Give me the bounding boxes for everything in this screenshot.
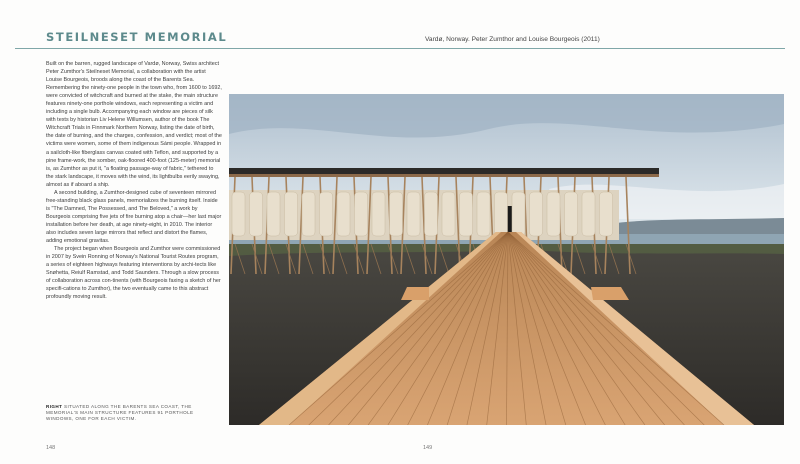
canvas-panel [320,192,333,236]
memorial-photo-illustration [229,94,784,425]
memorial-photo [229,94,784,425]
canvas-panel [530,192,543,236]
canvas-panel [355,192,368,236]
canvas-panel [442,192,455,236]
page-number-left: 148 [46,445,56,451]
canvas-panel [460,192,473,236]
body-paragraph-2: A second building, a Zumthor-designed cube of seventeen mirrored free-standing black glass panels, memorializes the burning itself. Inside is "The Damned, The Possessed, and The Beloved," a work by Bourgeois comprising five jets of fire burning atop a chair—her last major installation before her death, at age ninety-eight, in 2010. The interior also includes seven large mirrors that reflect and distort the flames, adding emotional gravitas. [46,189,222,245]
body-paragraph-3: The project began when Bourgeois and Zumthor were commissioned in 2007 by Svein Ronning of Norway's National Tourist Routes program, a series of eighteen highways featuring interventions by archi-tects like Snøhetta, Reiulf Ramstad, and Todd Saunders. Through a slow process of collaboration across con-tinents (with Bourgeois faxing a sketch of her specifi-cations to Zumthor), the two eventually came to this abstract profoundly moving result. [46,246,221,301]
canvas-panel [477,192,490,236]
canvas-panel [267,192,280,236]
canvas-panel [250,192,263,236]
canvas-panel [285,192,298,236]
body-paragraph-1: Built on the barren, rugged landscape of Vardø, Norway, Swiss architect Peter Zumthor's Steilneset Memorial, a collaboration with the artist Louise Bourgeois, broods along the coast of the Barents Sea. Remembering the ninety-one people in the town who, from 1600 to 1692, were convicted of witchcraft and burned at the stake, the main structure features ninety-one porthole windows, each representing a victim and including a single bulb. Accompanying each window are pieces of silk with texts by historian Liv Helene Willumsen, author of the book The Witchcraft Trials in Finnmark Northern Norway, listing the date of birth, the date of burning, and the charges, confession, and verdict; most of the victims were women, some of them indigenous Sámi people. Wrapped in a sailcloth-like fiberglass canvas coated with Teflon, and supported by a pine frame-work, the somber, oak-floored 400-foot (125-meter) memorial is, as Zumthor as put it, "a floating passage-way of fabric," tethered to the stark landscape, it moves with the wind, its lightbulbs eerily swaying, almost as if aboard a ship. [46,61,222,188]
caption-text: SITUATED ALONG THE BARENTS SEA COAST, THE MEMORIAL'S MAIN STRUCTURE FEATURES 91 PORTHOLE WINDOWS, ONE FOR EACH VICTIM. [46,404,194,422]
canvas-panel [407,192,420,236]
canvas-panel [565,192,578,236]
location-credit: Vardø, Norway. Peter Zumthor and Louise Bourgeois (2011) [425,36,600,43]
page-number-right: 149 [423,445,433,451]
canvas-panel [600,192,613,236]
canvas-panel [582,192,595,236]
caption-label: RIGHT [46,404,63,409]
roof-beam [229,174,659,177]
page-title: STEILNESET MEMORIAL [46,30,228,44]
canvas-panel [495,192,508,236]
canvas-panel [425,192,438,236]
canvas-panel [372,192,385,236]
canvas-panel [302,192,315,236]
canvas-panel [232,192,245,236]
header-rule [15,48,785,49]
canvas-panel [337,192,350,236]
body-text [46,60,222,301]
photo-caption [46,404,196,423]
canvas-panel [547,192,560,236]
canvas-panel [512,192,525,236]
canvas-panel [390,192,403,236]
roof [229,168,659,174]
